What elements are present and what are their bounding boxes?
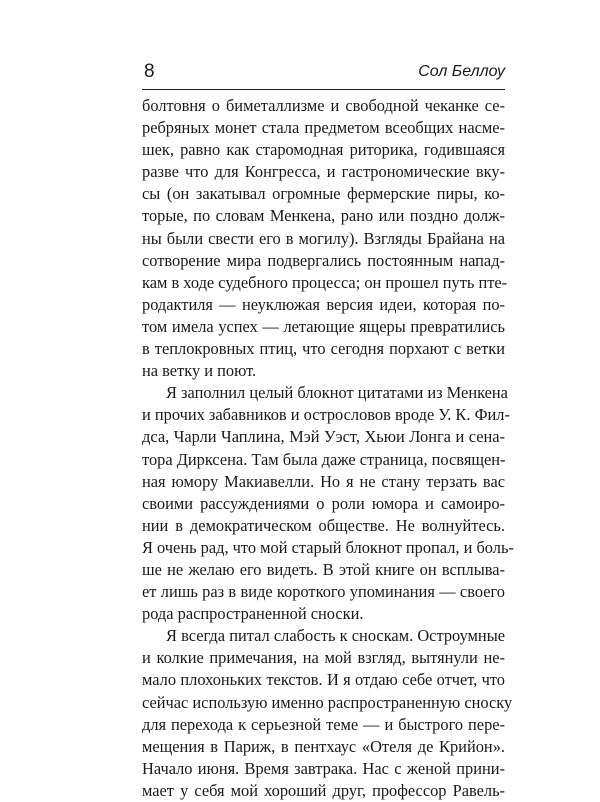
text-line: сы (он закатывал огромные фермерские пиры, ко-	[142, 184, 505, 204]
text-line: ет лишь раз в виде короткого упоминания — своего	[142, 582, 505, 602]
text-line: и колкие примечания, на мой взгляд, вытянули не-	[142, 648, 505, 668]
text-line: сотворение мира подвергались постоянным напад-	[142, 250, 505, 270]
text-line: торые, по словам Менкена, рано или поздно долж-	[142, 206, 505, 226]
text-line: для перехода к серьезной теме — и быстрого пере-	[142, 714, 505, 734]
text-line: болтовня о биметаллизме и свободной чеканке се-	[142, 96, 505, 115]
body-text	[142, 95, 514, 802]
text-line: Я очень рад, что мой старый блокнот пропал, и боль-	[142, 537, 514, 557]
text-line: своими рассуждениями о роли юмора и самоиро-	[142, 493, 505, 513]
text-line: мещения в Париж, в пентхаус «Отеля де Крийон».	[142, 736, 505, 756]
running-head-title: Сол Беллоу	[418, 63, 505, 80]
paragraph	[142, 382, 514, 625]
text-line: дса, Чарли Чаплина, Мэй Уэст, Хьюи Лонга и сена-	[142, 427, 505, 447]
text-line: родактиля — неуклюжая версия идеи, которая по-	[142, 294, 505, 314]
text-line: Я заполнил целый блокнот цитатами из Менкена	[166, 383, 508, 403]
header-rule	[142, 89, 505, 90]
text-line: кам в ходе судебного процесса; он прошел путь пте-	[142, 272, 508, 292]
text-line: ше не желаю его видеть. В этой книге он всплыва-	[142, 559, 505, 579]
text-line: мает у себя мой хороший друг, профессор Равель-	[142, 780, 505, 800]
paragraph	[142, 625, 513, 802]
text-line: ны были свести его в могилу). Взгляды Брайана на	[142, 228, 505, 248]
text-line: и прочих забавников и острословов вроде У. К. Фил-	[142, 405, 510, 425]
text-line: ная юмору Макиавелли. Но я не стану терзать вас	[142, 471, 505, 491]
text-line: Начало июня. Время завтрака. Нас с женой прини-	[142, 758, 505, 778]
page-number: 8	[144, 61, 155, 82]
text-line: мало плохоньких текстов. И я отдаю себе отчет, что	[142, 670, 505, 690]
text-line: тора Дирксена. Там была даже страница, посвящен-	[142, 449, 506, 469]
text-line: сейчас использую именно распространенную сноску	[142, 692, 513, 712]
text-line: в теплокровных птиц, что сегодня порхают с ветки	[142, 339, 505, 359]
text-line: на ветку и поют.	[142, 361, 257, 381]
text-line: Я всегда питал слабость к сноскам. Остроумные	[166, 626, 505, 646]
text-line: разве что для Конгресса, и гастрономические вку-	[142, 162, 505, 182]
text-line: том имела успех — летающие ящеры превратились	[142, 316, 505, 336]
paragraph	[142, 95, 508, 382]
text-line: шек, равно как старомодная риторика, годившаяся	[142, 140, 505, 160]
text-line: нии в демократическом обществе. Не волнуйтесь.	[142, 515, 505, 535]
text-line: рода распространенной сноски.	[142, 604, 364, 624]
text-line: ребряных монет стала предметом всеобщих насме-	[142, 118, 505, 138]
